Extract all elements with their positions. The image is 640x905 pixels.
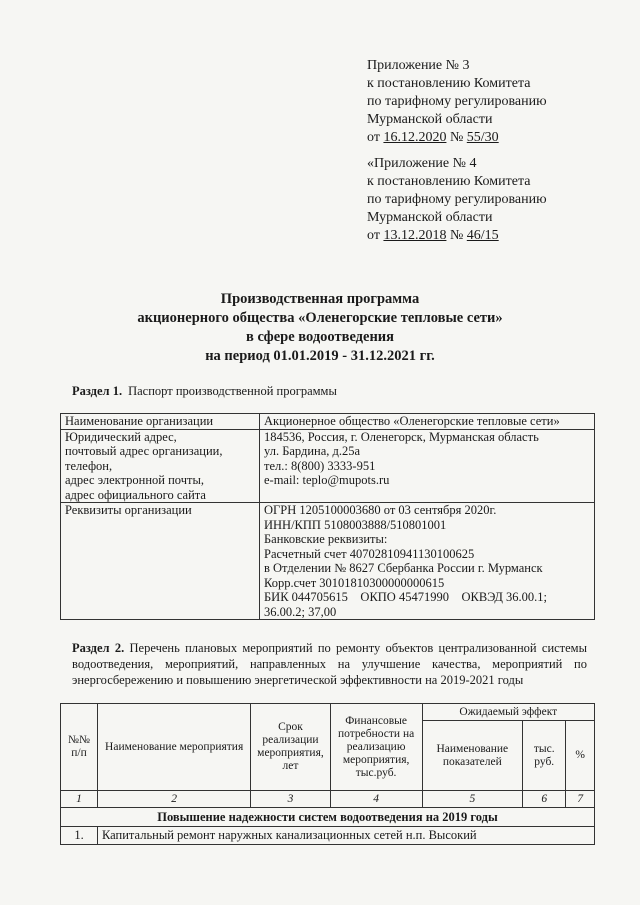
- index-cell: 1: [61, 791, 98, 808]
- cell-line: 36.00.2; 37,00: [264, 604, 337, 619]
- table-cell: [260, 429, 595, 503]
- cell-line: 184536, Россия, г. Оленегорск, Мурманская область: [264, 429, 539, 444]
- appendix-3-date-line: [367, 129, 547, 147]
- group-row: [61, 808, 595, 827]
- appendix-4-block: [367, 155, 547, 245]
- appendix-3-line: Мурманской области: [367, 112, 493, 127]
- cell-line: ул. Бардина, д.25а: [264, 444, 361, 458]
- cell-line: тел.: 8(800) 3333-951: [264, 458, 376, 473]
- header-name: Наименование мероприятия: [98, 704, 251, 791]
- table-cell: [260, 414, 595, 430]
- measures-table: [60, 703, 595, 845]
- number-prefix: №: [446, 228, 467, 243]
- appendix-3-block: [367, 57, 547, 147]
- header-term: Срок реализации мероприятия, лет: [251, 704, 330, 791]
- header-effect: Ожидаемый эффект: [422, 704, 594, 721]
- cell-line: БИК 044705615 ОКПО 45471990 ОКВЭД 36.00.1;: [264, 590, 547, 604]
- table-header-row: [61, 704, 595, 721]
- section-1-heading: [72, 384, 337, 399]
- appendix-3-number: 55/30: [466, 130, 499, 145]
- title-line: на период 01.01.2019 - 31.12.2021 гг.: [205, 348, 435, 364]
- header-thous: тыс. руб.: [523, 721, 566, 791]
- date-prefix: от: [367, 228, 384, 243]
- index-cell: 4: [330, 791, 422, 808]
- section-1-text: Паспорт производственной программы: [128, 384, 337, 398]
- cell-line: Юридический адрес,: [65, 429, 177, 444]
- index-cell: 2: [98, 791, 251, 808]
- appendix-4-line: Мурманской области: [367, 210, 493, 225]
- appendix-4-date: 13.12.2018: [383, 228, 447, 243]
- table-cell: [260, 503, 595, 620]
- appendix-3-line: по тарифному регулированию: [367, 94, 547, 109]
- header-indicators: Наименование показателей: [422, 721, 522, 791]
- appendix-4-line: «Приложение № 4: [367, 156, 477, 171]
- cell-line: телефон,: [65, 458, 113, 473]
- cell-line: e-mail: teplo@mupots.ru: [264, 473, 390, 487]
- cell-line: почтовый адрес организации,: [65, 444, 223, 458]
- section-2-label: Раздел 2.: [72, 641, 125, 655]
- index-cell: 5: [422, 791, 522, 808]
- cell-line: адрес электронной почты,: [65, 473, 204, 487]
- cell-line: в Отделении № 8627 Сбербанка России г. Мурманск: [264, 561, 543, 575]
- cell-line: адрес официального сайта: [65, 487, 206, 502]
- table-row: [61, 414, 595, 430]
- document-title: [0, 290, 640, 366]
- cell-line: Акционерное общество «Оленегорские тепловые сети»: [264, 414, 560, 428]
- index-cell: 6: [523, 791, 566, 808]
- section-2-text: Перечень плановых мероприятий по ремонту объектов централизованной системы водоотведения, мероприятий, направленных на улучшение качества, мероприятий по энергосбережению и повышению энергетической эффективности на 2019-2021 годы: [72, 641, 587, 687]
- appendix-4-line: по тарифному регулированию: [367, 192, 547, 207]
- group-title: Повышение надежности систем водоотведения на 2019 годы: [61, 808, 595, 827]
- cell-line: Банковские реквизиты:: [264, 532, 388, 546]
- cell-line: Расчетный счет 40702810941130100625: [264, 546, 475, 561]
- table-cell: [61, 503, 260, 620]
- date-prefix: от: [367, 130, 384, 145]
- row-num: 1.: [61, 827, 98, 845]
- appendix-3-date: 16.12.2020: [383, 130, 447, 145]
- table-row: [61, 503, 595, 620]
- appendix-3-line: к постановлению Комитета: [367, 76, 531, 91]
- row-text: Капитальный ремонт наружных канализационных сетей н.п. Высокий: [98, 827, 595, 845]
- cell-line: Реквизиты организации: [65, 503, 192, 517]
- number-prefix: №: [446, 130, 467, 145]
- header-num: №№ п/п: [61, 704, 98, 791]
- section-2-heading: [72, 640, 587, 688]
- header-pct: %: [566, 721, 595, 791]
- table-cell: [61, 429, 260, 503]
- appendix-3-line: Приложение № 3: [367, 58, 470, 73]
- index-row: [61, 791, 595, 808]
- section-1-label: Раздел 1.: [72, 384, 123, 398]
- title-line: в сфере водоотведения: [245, 329, 395, 345]
- index-cell: 3: [251, 791, 330, 808]
- cell-line: ИНН/КПП 5108003888/510801001: [264, 517, 447, 532]
- table-cell: [61, 414, 260, 430]
- appendix-4-line: к постановлению Комитета: [367, 174, 531, 189]
- passport-table: [60, 413, 595, 620]
- appendix-4-date-line: [367, 227, 547, 245]
- title-line: Производственная программа: [220, 291, 420, 307]
- table-row: [61, 429, 595, 503]
- table-row: [61, 827, 595, 845]
- index-cell: 7: [566, 791, 595, 808]
- header-finance: Финансовые потребности на реализацию мероприятия, тыс.руб.: [330, 704, 422, 791]
- cell-line: Наименование организации: [65, 414, 214, 428]
- title-line: акционерного общества «Оленегорские тепловые сети»: [137, 310, 503, 326]
- appendix-4-number: 46/15: [466, 228, 499, 243]
- cell-line: Корр.счет 30101810300000000615: [264, 575, 445, 590]
- cell-line: ОГРН 1205100003680 от 03 сентября 2020г.: [264, 503, 497, 517]
